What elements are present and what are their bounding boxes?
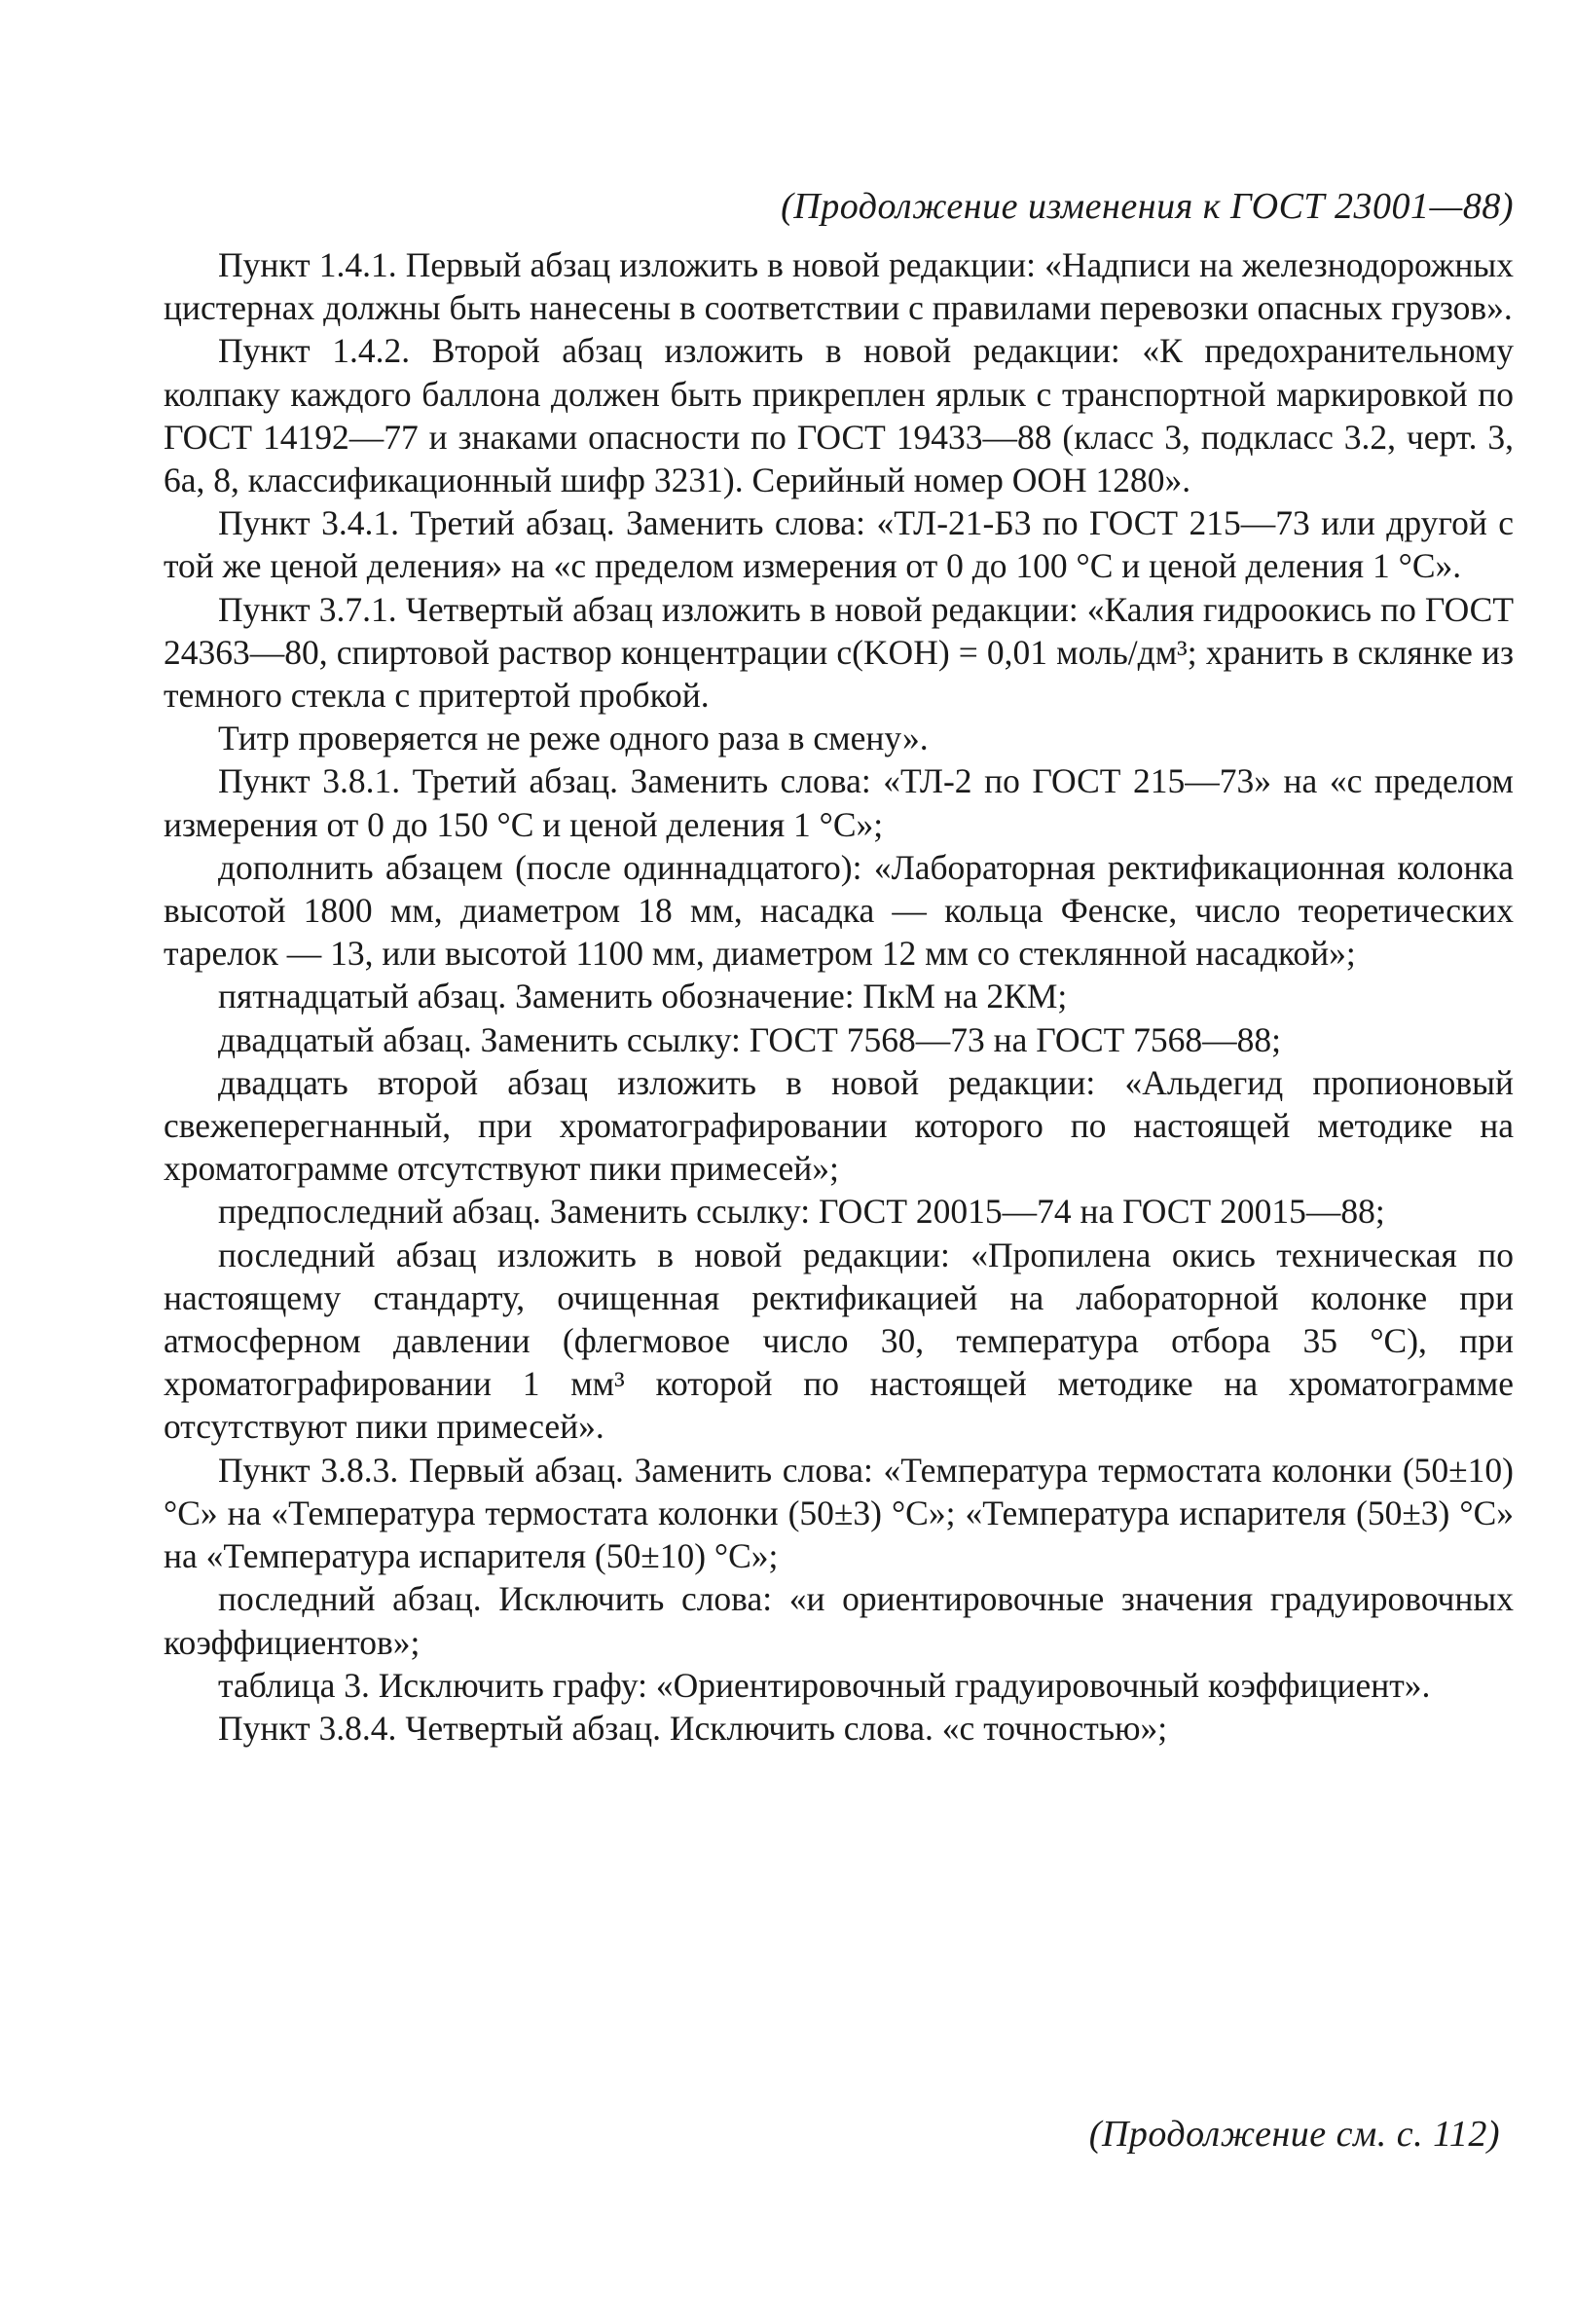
paragraph-label: Пункт 3.4.1. xyxy=(218,503,399,543)
paragraph xyxy=(164,759,1514,845)
paragraph-text: Четвертый абзац. Исключить слова. «с точностью»; xyxy=(396,1708,1168,1748)
paragraph xyxy=(164,846,1514,976)
paragraph-text: Титр проверяется не реже одного раза в смену». xyxy=(218,719,929,758)
paragraph xyxy=(164,501,1514,587)
paragraph-label: Пункт 3.8.4. xyxy=(218,1708,397,1748)
paragraph-text: Третий абзац. Заменить слова: «ТЛ-21-Б3 по ГОСТ 215—73 или другой с той же ценой деления» на «с пределом измерения от 0 до 100 °С и ценой деления 1 °С». xyxy=(164,503,1514,586)
paragraph-text: двадцатый абзац. Заменить ссылку: ГОСТ 7568—73 на ГОСТ 7568—88; xyxy=(218,1019,1282,1059)
paragraph-text: Третий абзац. Заменить слова: «ТЛ-2 по ГОСТ 215—73» на «с пределом измерения от 0 до 150 °С и ценой деления 1 °С»; xyxy=(164,761,1514,844)
paragraph-label: Пункт 3.7.1. xyxy=(218,589,397,629)
paragraph xyxy=(164,717,1514,759)
paragraph xyxy=(164,975,1514,1017)
paragraph-text: дополнить абзацем (после одиннадцатого): «Лабораторная ректификационная колонка высотой 1800 мм, диаметром 18 мм, насадка — кольца Фенске, число теоретических тарелок — 13, или высотой 1100 мм, диаметром 12 мм со стеклянной насадкой»; xyxy=(164,847,1514,974)
paragraph-text: предпоследний абзац. Заменить ссылку: ГОСТ 20015—74 на ГОСТ 20015—88; xyxy=(218,1192,1385,1232)
paragraph-text: Второй абзац изложить в новой редакции: «К предохранительному колпаку каждого баллона должен быть прикреплен ярлык с транспортной маркировкой по ГОСТ 14192—77 и знаками опасности по ГОСТ 19433—88 (класс 3, подкласс 3.2, черт. 3, 6а, 8, классификационный шифр 3231). Серийный номер ООН 1280». xyxy=(164,331,1514,500)
paragraph xyxy=(164,1577,1514,1663)
paragraph xyxy=(164,588,1514,718)
paragraph xyxy=(164,1190,1514,1233)
paragraph xyxy=(164,1449,1514,1578)
paragraph-text: Первый абзац изложить в новой редакции: «Надписи на железнодорожных цистернах должны быть нанесены в соответствии с правилами перевозки опасных грузов». xyxy=(164,245,1514,328)
paragraph xyxy=(164,1234,1514,1449)
paragraph-text: пятнадцатый абзац. Заменить обозначение: ПкМ на 2КМ; xyxy=(218,977,1068,1016)
paragraph-label: Пункт 3.8.3. xyxy=(218,1450,399,1490)
paragraph-text: Четвертый абзац изложить в новой редакции: «Калия гидроокись по ГОСТ 24363—80, спиртовой раствор концентрации c(KOH) = 0,01 моль/дм³; хранить в склянке из темного стекла с притертой пробкой. xyxy=(164,589,1514,716)
paragraph xyxy=(164,1061,1514,1191)
paragraph xyxy=(164,329,1514,501)
paragraph xyxy=(164,1018,1514,1061)
paragraph-label: Пункт 1.4.1. xyxy=(218,245,397,284)
paragraph xyxy=(164,243,1514,329)
paragraph xyxy=(164,1664,1514,1707)
paragraph xyxy=(164,1707,1514,1750)
paragraph-text: двадцать второй абзац изложить в новой редакции: «Альдегид пропионовый свежеперегнанный, при хроматографировании которого по настоящей методике на хроматограмме отсутствуют пики примесей»; xyxy=(164,1062,1514,1189)
paragraph-text: таблица 3. Исключить графу: «Ориентировочный градуировочный коэффициент». xyxy=(218,1665,1431,1705)
paragraph-label: Пункт 1.4.2. xyxy=(218,331,411,371)
paragraph-text: Первый абзац. Заменить слова: «Температура термостата колонки (50±10) °С» на «Температура термостата колонки (50±3) °С»; «Температура испарителя (50±3) °С» на «Температура испарителя (50±10) °С»; xyxy=(164,1450,1514,1576)
page-footer: (Продолжение см. с. 112) xyxy=(1088,2114,1500,2155)
paragraph-text: последний абзац изложить в новой редакции: «Пропилена окись техническая по настоящему стандарту, очищенная ректификацией на лабораторной колонке при атмосферном давлении (флегмовое число 30, температура отбора 35 °С), при хроматографировании 1 мм³ которой по настоящей методике на хроматограмме отсутствуют пики примесей». xyxy=(164,1235,1514,1447)
paragraph-text: последний абзац. Исключить слова: «и ориентировочные значения градуировочных коэффициентов»; xyxy=(164,1579,1514,1662)
page-header: (Продолжение изменения к ГОСТ 23001—88) xyxy=(781,186,1514,227)
document-body xyxy=(164,243,1514,1750)
paragraph-label: Пункт 3.8.1. xyxy=(218,761,401,801)
